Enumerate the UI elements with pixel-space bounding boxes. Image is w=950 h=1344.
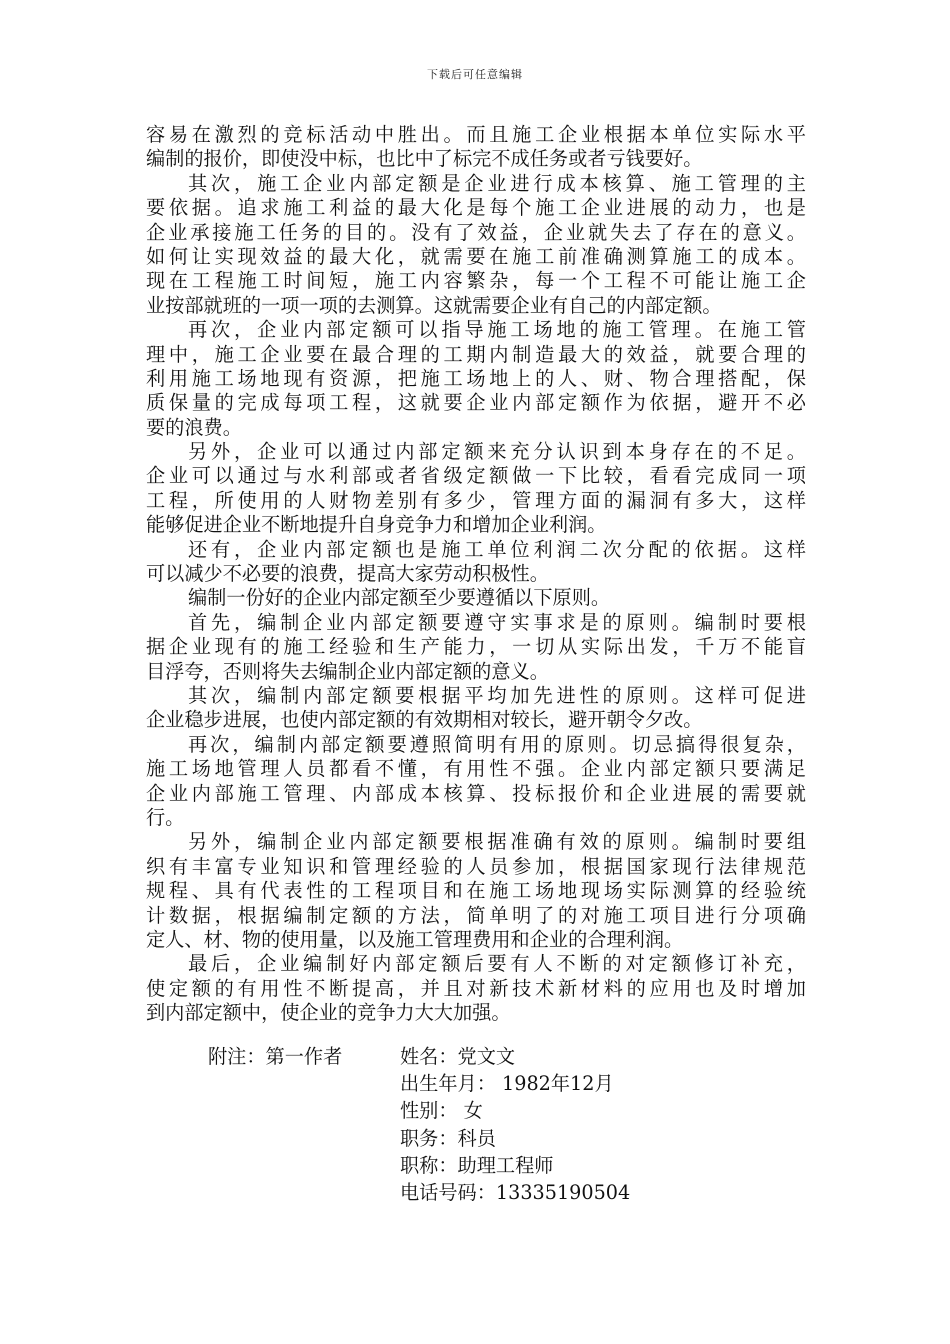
author-name: 姓名：党文文 — [400, 1045, 516, 1068]
author-row-name — [146, 1043, 806, 1070]
author-phone: 电话号码：13335190504 — [400, 1180, 631, 1204]
body-text-line: 行。 — [146, 805, 185, 829]
body-text-line: 理中，施工企业要在最合理的工期内制造最大的效益，就要合理的 — [146, 342, 806, 366]
document-body — [146, 123, 806, 1025]
body-text-line: 要依据。追求施工利益的最大化是每个施工企业进展的动力，也是 — [146, 196, 806, 220]
body-text-line: 企业可以通过与水利部或者省级定额做一下比较，看看完成同一项 — [146, 464, 806, 488]
body-text-line: 利用施工场地现有资源，把施工场地上的人、财、物合理搭配，保 — [146, 366, 806, 390]
body-text-line: 能够促进企业不断地提升自身竞争力和增加企业利润。 — [146, 513, 607, 537]
body-text-line: 编制一份好的企业内部定额至少要遵循以下原则。 — [188, 586, 611, 610]
author-row-position — [146, 1125, 806, 1152]
body-text-line: 可以减少不必要的浪费，提高大家劳动积极性。 — [146, 562, 549, 586]
body-text-line: 施工场地管理人员都看不懂，有用性不强。企业内部定额只要满足 — [146, 757, 806, 781]
body-text-line: 还有，企业内部定额也是施工单位利润二次分配的依据。这样 — [188, 537, 806, 561]
body-text-line: 企业承接施工任务的目的。没有了效益，企业就失去了存在的意义。 — [146, 220, 806, 244]
body-text-line: 如何让实现效益的最大化，就需要在施工前准确测算施工的成本。 — [146, 244, 806, 268]
page-header: 下载后可任意编辑 — [427, 68, 523, 81]
body-text-line: 质保量的完成每项工程，这就要企业内部定额作为依据，避开不必 — [146, 391, 806, 415]
author-birth: 出生年月： 1982年12月 — [400, 1072, 614, 1096]
body-text-line: 再次，企业内部定额可以指导施工场地的施工管理。在施工管 — [188, 318, 806, 342]
body-text-line: 其次，施工企业内部定额是企业进行成本核算、施工管理的主 — [188, 171, 806, 195]
body-text-line: 其次，编制内部定额要根据平均加先进性的原则。这样可促进 — [188, 683, 806, 707]
body-text-line: 企业稳步进展，也使内部定额的有效期相对较长，避开朝令夕改。 — [146, 708, 703, 732]
body-text-line: 到内部定额中，使企业的竞争力大大加强。 — [146, 1001, 511, 1025]
body-text-line: 最后，企业编制好内部定额后要有人不断的对定额修订补充， — [188, 952, 806, 976]
body-text-line: 企业内部施工管理、内部成本核算、投标报价和企业进展的需要就 — [146, 781, 806, 805]
body-text-line: 计数据，根据编制定额的方法，简单明了的对施工项目进行分项确 — [146, 903, 806, 927]
body-text-line: 定人、材、物的使用量，以及施工管理费用和企业的合理利润。 — [146, 927, 684, 951]
author-info — [146, 1043, 806, 1206]
body-text-line: 另外，企业可以通过内部定额来充分认识到本身存在的不足。 — [188, 440, 806, 464]
body-text-line: 另外，编制企业内部定额要根据准确有效的原则。编制时要组 — [188, 830, 806, 854]
body-text-line: 要的浪费。 — [146, 415, 242, 439]
appendix-label: 附注：第一作者 — [208, 1045, 343, 1068]
author-gender: 性别： 女 — [400, 1099, 483, 1123]
author-row-title — [146, 1152, 806, 1179]
body-text-line: 再次，编制内部定额要遵照简明有用的原则。切忌搞得很复杂， — [188, 732, 806, 756]
body-text-line: 首先，编制企业内部定额要遵守实事求是的原则。编制时要根 — [188, 610, 806, 634]
body-text-line: 织有丰富专业知识和管理经验的人员参加，根据国家现行法律规范 — [146, 854, 806, 878]
body-text-line: 容易在激烈的竞标活动中胜出。而且施工企业根据本单位实际水平 — [146, 123, 806, 146]
author-row-gender — [146, 1097, 806, 1124]
body-text-line: 业按部就班的一项一项的去测算。这就需要企业有自己的内部定额。 — [146, 293, 722, 317]
body-text-line: 编制的报价，即使没中标，也比中了标完不成任务或者亏钱要好。 — [146, 147, 703, 171]
author-position: 职务：科员 — [400, 1126, 496, 1150]
body-text-line: 工程，所使用的人财物差别有多少，管理方面的漏洞有多大，这样 — [146, 488, 806, 512]
body-text-line: 据企业现有的施工经验和生产能力，一切从实际出发，千万不能盲 — [146, 635, 806, 659]
body-text-line: 使定额的有用性不断提高，并且对新技术新材料的应用也及时增加 — [146, 976, 806, 1000]
author-row-birth — [146, 1070, 806, 1097]
body-text-line: 现在工程施工时间短，施工内容繁杂，每一个工程不可能让施工企 — [146, 269, 806, 293]
body-text-line: 规程、具有代表性的工程项目和在施工场地现场实际测算的经验统 — [146, 879, 806, 903]
author-row-phone — [146, 1179, 806, 1206]
author-title: 职称：助理工程师 — [400, 1153, 554, 1177]
body-text-line: 目浮夸，否则将失去编制企业内部定额的意义。 — [146, 659, 549, 683]
